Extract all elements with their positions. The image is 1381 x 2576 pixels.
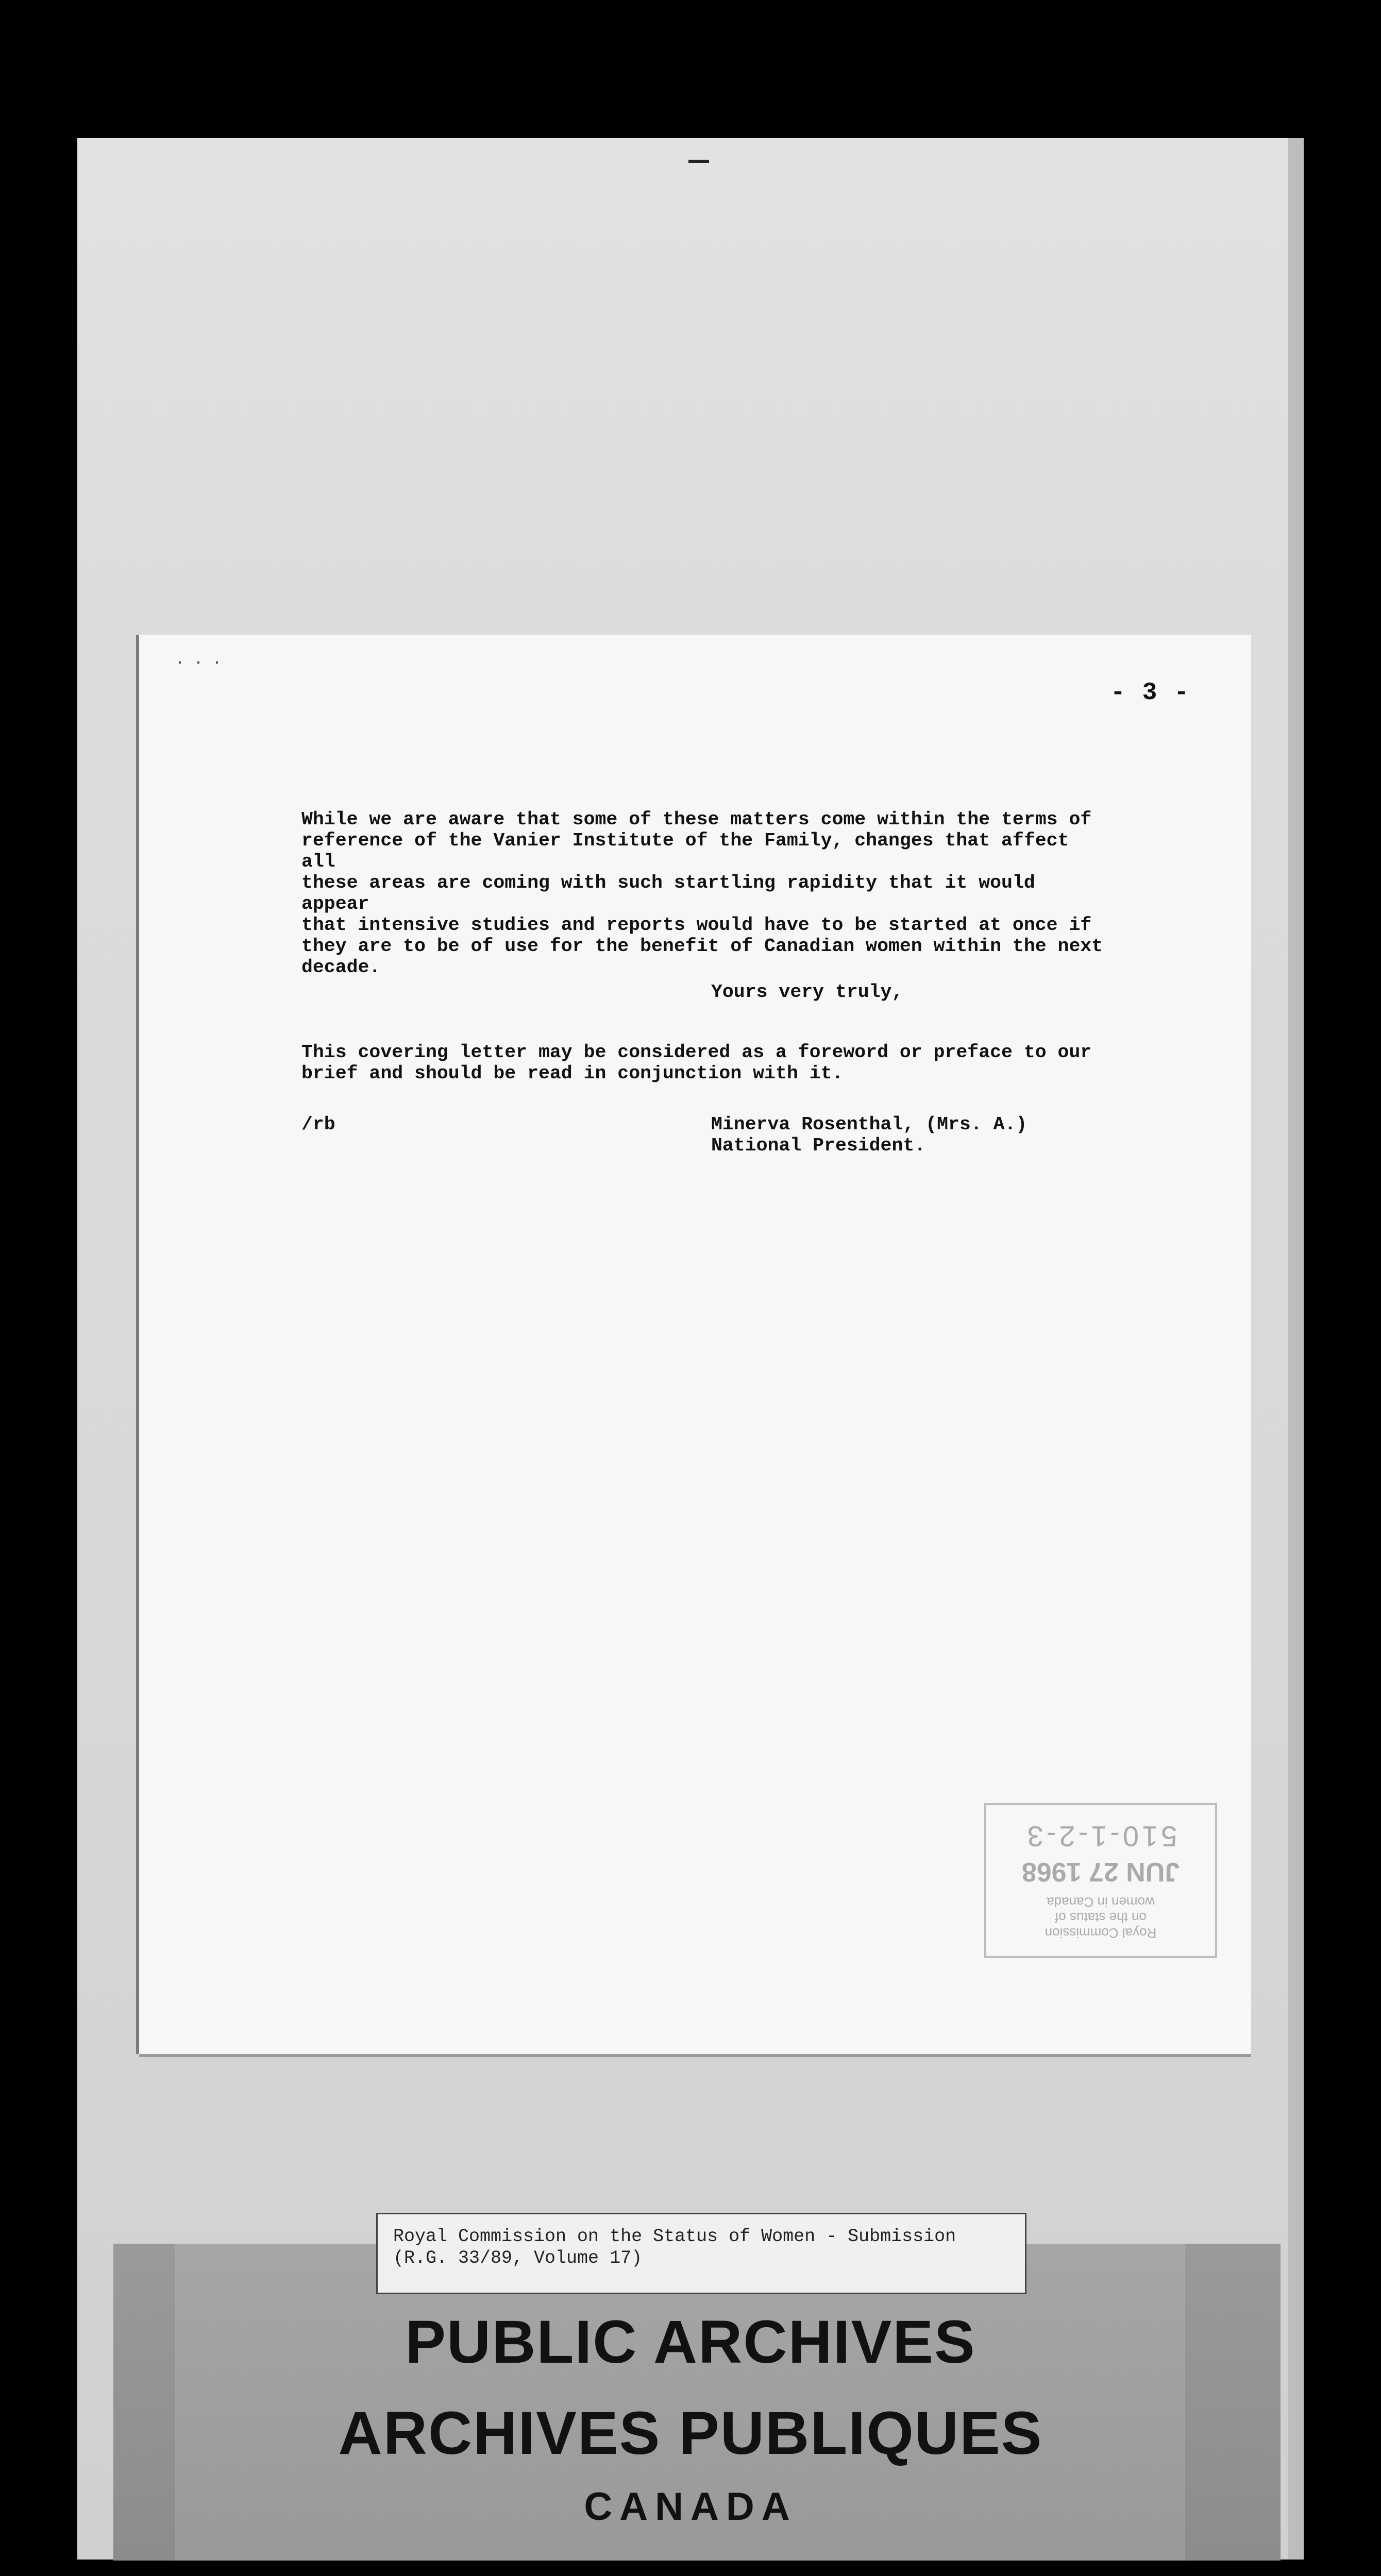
label-line-2: (R.G. 33/89, Volume 17) (393, 2248, 643, 2268)
backing-edge (1288, 138, 1304, 2560)
archives-country: CANADA (584, 2485, 797, 2529)
signature-title: National President. (711, 1135, 926, 1156)
label-line-1: Royal Commission on the Status of Women - Submission (393, 2226, 956, 2247)
typist-initials: /rb (301, 1114, 335, 1135)
paragraph-1: While we are aware that some of these matters come within the terms of reference of the Vanier Institute of the Family, changes that affect all these areas are coming with such startling rapidity that it would appear that intensive studies and reports would have to be started at once if they are to be of use for the benefit of Canadian women within the next decade. (301, 809, 1103, 978)
signature-block (711, 1114, 1027, 1156)
stamp-date: JUN 27 1968 (1021, 1857, 1180, 1887)
paragraph-2: This covering letter may be considered as a foreword or preface to our brief and should be read in conjunction with it. (301, 1042, 1092, 1084)
signature-name: Minerva Rosenthal, (Mrs. A.) (711, 1114, 1028, 1135)
page-specks: · · · (175, 654, 222, 672)
archives-title-fr: ARCHIVES PUBLIQUES (338, 2399, 1043, 2467)
stamp-org: Royal Commission on the status of women in Canada (1045, 1894, 1157, 1941)
letter-body (301, 767, 1110, 1105)
archives-title-en: PUBLIC ARCHIVES (405, 2308, 976, 2376)
top-mark (688, 160, 709, 163)
stamp-file-number: 510-1-2-3 (1024, 1820, 1177, 1853)
archive-label (376, 2213, 1026, 2294)
page-number: - 3 - (1110, 679, 1190, 707)
received-stamp (984, 1803, 1217, 1958)
closing-salutation: Yours very truly, (711, 981, 903, 1003)
